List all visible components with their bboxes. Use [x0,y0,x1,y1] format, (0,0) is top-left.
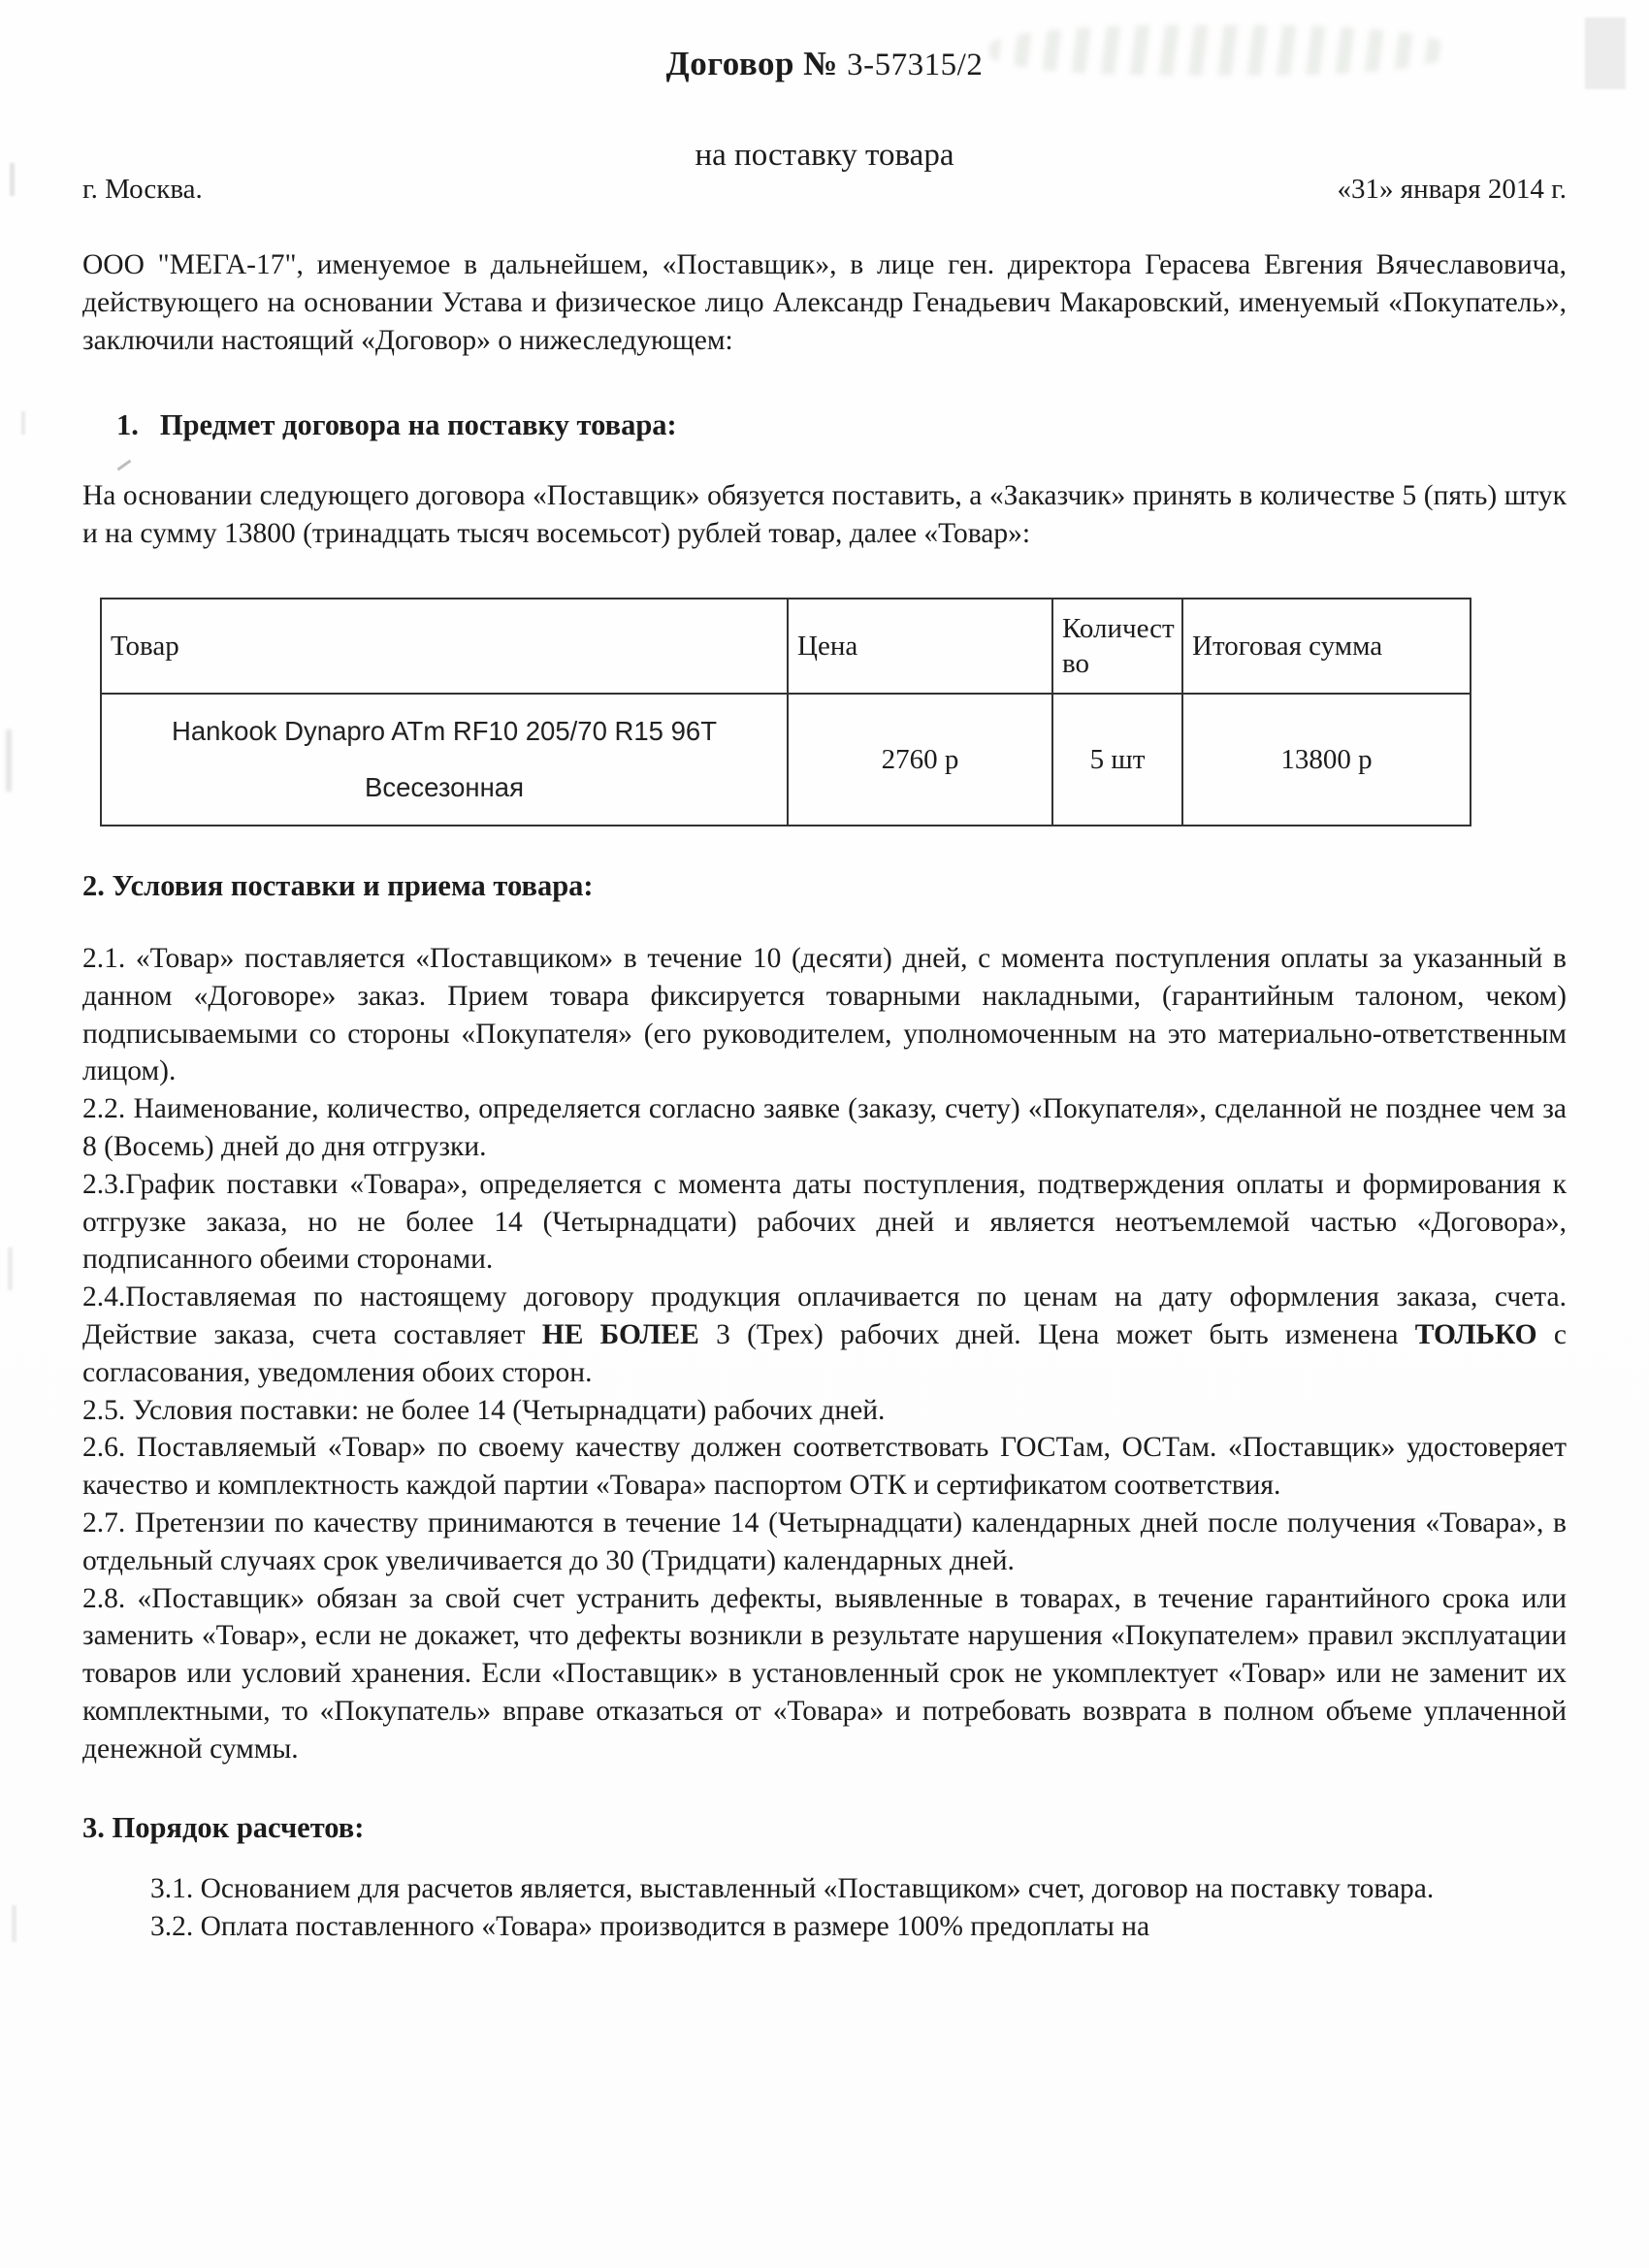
product-name-line1: Hankook Dynapro ATm RF10 205/70 R15 96T [171,716,717,746]
section3-clauses [82,1870,1567,1946]
column-header-price: Цена [788,599,1052,694]
clause-2-5: 2.5. Условия поставки: не более 14 (Четырнадцати) рабочих дней. [82,1394,886,1426]
document-number: 3-57315/2 [847,48,984,82]
document-title-label: Договор № [665,45,838,82]
column-header-quantity: Количество [1052,599,1182,694]
quantity-cell: 5 шт [1052,694,1182,826]
section1-number: 1. [116,408,139,441]
clause-2-6: 2.6. Поставляемый «Товар» по своему качеству должен соответствовать ГОСТам, ОСТам. «Поставщик» удостоверяет качество и комплектность каждой партии «Товара» паспортом ОТК и сертификатом соответствия. [82,1432,1567,1502]
section1-body: На основании следующего договора «Поставщик» обязуется поставить, а «Заказчик» принять в количестве 5 (пять) штук и на сумму 13800 (тринадцать тысяч восемьсот) рублей товар, далее «Товар»: [82,480,1567,549]
clause-2-4-text: с согласования, уведомления обоих сторон. [82,1318,1568,1388]
clause-3-2: 3.2. Оплата поставленного «Товара» производится в размере 100% предоплаты на [150,1910,1150,1942]
section2-clauses [82,940,1567,1768]
product-name-line2: Всесезонная [365,772,524,802]
total-cell: 13800 р [1182,694,1471,826]
table-row [101,694,1471,826]
goods-table-header-row [101,599,1471,694]
clause-2-3: 2.3.График поставки «Товара», определяется с момента даты поступления, подтверждения оплаты и формирования к отгрузке заказа, но не более 14 (Четырнадцати) рабочих дней и является неотъемлемой частью «Договора», подписанного обеими сторонами. [82,1168,1567,1276]
document-title [82,45,1567,83]
scan-edge-mark [21,411,25,435]
meta-row [82,174,1567,206]
clause-2-8: 2.8. «Поставщик» обязан за свой счет устранить дефекты, выявленные в товарах, в течение гарантийного срока или заменить «Товар», если не докажет, что дефекты возникли в результате нарушения «Покупателем» правил эксплуатации товаров или условий хранения. Если «Поставщик» в установленный срок не укомплектует «Товар» или не заменит их комплектными, то «Покупатель» вправе отказаться от «Товара» и потребовать возврата в полном объеме уплаченной денежной суммы. [82,1582,1567,1765]
document-subtitle: на поставку товара [695,138,954,173]
column-header-product: Товар [101,599,788,694]
section1-heading [116,408,1567,442]
document-city: г. Москва. [82,174,203,205]
scan-edge-mark [12,1905,16,1942]
scan-edge-mark [6,729,12,792]
clause-2-1: 2.1. «Товар» поставляется «Поставщиком» в течение 10 (десяти) дней, с момента поступления оплаты за указанный в данном «Договоре» заказ. Прием товара фиксируется товарными накладными, (гарантийным талоном, чеком) подписываемыми со стороны «Покупателя» (его руководителем, уполномоченным на это материально-ответственным лицом). [82,943,1567,1087]
scan-edge-mark [10,163,15,196]
section1-heading-text: Предмет договора на поставку товара: [159,408,677,441]
section2-heading: 2. Условия поставки и приема товара: [82,869,594,902]
clause-2-7: 2.7. Претензии по качеству принимаются в течение 14 (Четырнадцати) календарных дней после получения «Товара», в отдельный случаях срок увеличивается до 30 (Тридцати) календарных дней. [82,1507,1567,1576]
clause-2-4 [82,1279,1567,1391]
product-name-cell [101,694,788,826]
scan-tick-mark [117,460,132,471]
price-cell: 2760 р [788,694,1052,826]
scan-edge-mark [8,1247,13,1290]
goods-table [100,598,1471,826]
clause-2-2: 2.2. Наименование, количество, определяется согласно заявке (заказу, счету) «Покупателя», сделанной не позднее чем за 8 (Восемь) дней до дня отгрузки. [82,1093,1567,1162]
clause-3-1: 3.1. Основанием для расчетов является, выставленный «Поставщиком» счет, договор на поставку товара. [150,1872,1435,1904]
document-date: «31» января 2014 г. [1337,174,1567,205]
section3-heading: 3. Порядок расчетов: [82,1810,365,1844]
preamble-paragraph: ООО "МЕГА-17", именуемое в дальнейшем, «Поставщик», в лице ген. директора Герасева Евгения Вячеславовича, действующего на основании Устава и физическое лицо Александр Генадьевич Макаровский, именуемый «Покупатель», заключили настоящий «Договор» о нижеследующем: [82,249,1567,356]
clause-2-4-bold-ne-bolee: НЕ БОЛЕЕ [541,1318,699,1350]
clause-2-4-bold-tolko: ТОЛЬКО [1414,1318,1537,1350]
clause-2-4-text: 3 (Трех) рабочих дней. Цена может быть изменена [698,1318,1415,1350]
column-header-total: Итоговая сумма [1182,599,1471,694]
clause-2-4-text: 2.4.Поставляемая по настоящему договору продукция оплачивается по ценам на дату оформления заказа, счета. Действие заказа, счета составляет [82,1281,1567,1350]
scan-corner-artifact [1585,17,1626,89]
